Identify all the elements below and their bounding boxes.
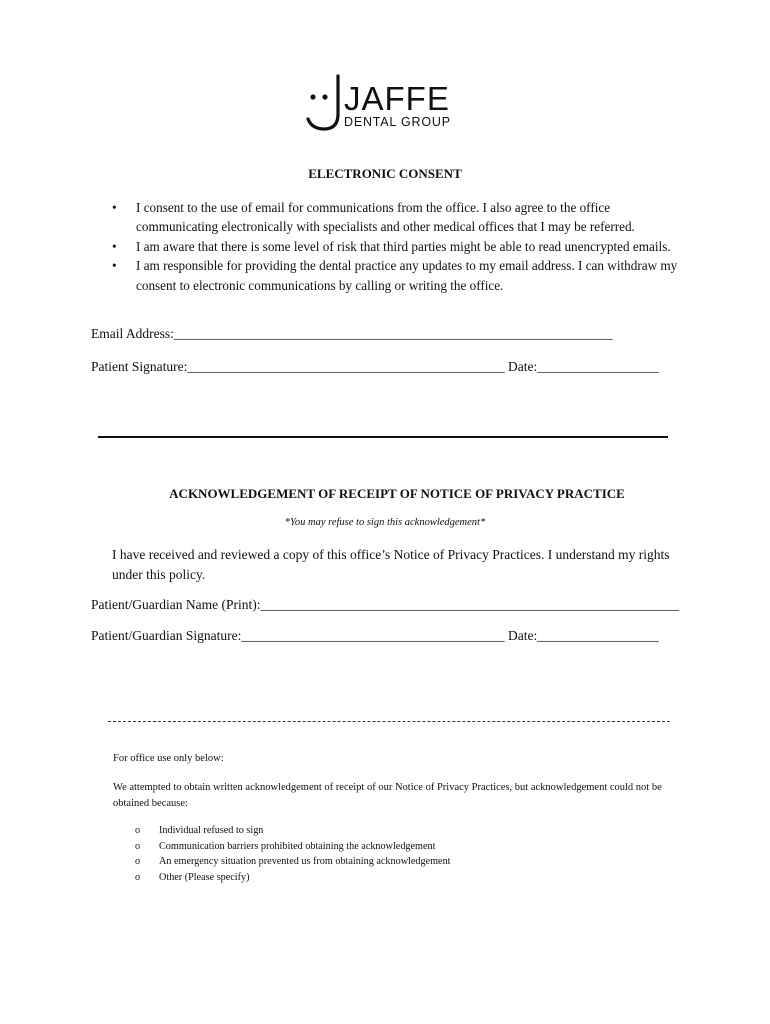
office-option-label: Communication barriers prohibited obtaining the acknowledgement bbox=[159, 840, 436, 852]
office-use-divider bbox=[108, 721, 670, 722]
checkbox-circle-icon: o bbox=[135, 871, 141, 883]
consent-bullet-text: I consent to the use of email for communications from the office. I also agree to the office communicating electronically with specialists and other medical offices that I may be referred. bbox=[136, 200, 635, 235]
office-use-options bbox=[135, 823, 451, 885]
acknowledgement-note: *You may refuse to sign this acknowledgement* bbox=[284, 517, 486, 528]
logo-subtitle-text: DENTAL GROUP bbox=[344, 115, 451, 129]
office-use-statement: We attempted to obtain written acknowledgement of receipt of our Notice of Privacy Practices, but acknowledgement could not be obtained because: bbox=[113, 782, 662, 809]
acknowledgement-statement: I have received and reviewed a copy of this office’s Notice of Privacy Practices. I understand my rights under this policy. bbox=[112, 547, 670, 582]
consent-bullet-item bbox=[112, 198, 682, 237]
jaffe-dental-logo bbox=[300, 72, 475, 134]
consent-bullet-text: I am responsible for providing the dental practice any updates to my email address. I can withdraw my consent to electronic communications by calling or writing the office. bbox=[136, 258, 678, 293]
checkbox-circle-icon: o bbox=[135, 856, 141, 867]
patient-signature-field[interactable]: Patient Signature:_______________________________________________ Date:__________________ bbox=[91, 359, 659, 374]
checkbox-circle-icon: o bbox=[135, 825, 141, 836]
guardian-signature-field[interactable]: Patient/Guardian Signature:_______________________________________ Date:__________________ bbox=[91, 628, 659, 643]
office-option-emergency[interactable] bbox=[135, 854, 451, 870]
acknowledgement-title: ACKNOWLEDGEMENT OF RECEIPT OF NOTICE OF PRIVACY PRACTICE bbox=[169, 486, 625, 501]
office-option-label: Individual refused to sign bbox=[159, 825, 264, 836]
checkbox-circle-icon: o bbox=[135, 840, 141, 852]
office-use-heading: For office use only below: bbox=[113, 753, 224, 764]
consent-bullet-item bbox=[112, 237, 682, 256]
bullet-icon: • bbox=[112, 200, 117, 215]
guardian-name-field[interactable]: Patient/Guardian Name (Print):______________________________________________________________ bbox=[91, 597, 679, 612]
office-option-label: Other (Please specify) bbox=[159, 871, 250, 883]
consent-bullet-text: I am aware that there is some level of risk that third parties might be able to read unencrypted emails. bbox=[136, 238, 671, 254]
logo-brand-text: JAFFE bbox=[344, 80, 450, 117]
office-option-communication-barriers[interactable] bbox=[135, 839, 451, 855]
section-divider bbox=[98, 436, 668, 438]
office-option-label: An emergency situation prevented us from obtaining acknowledgement bbox=[159, 856, 451, 867]
bullet-icon: • bbox=[112, 238, 117, 254]
office-option-other[interactable] bbox=[135, 870, 451, 886]
consent-bullet-list bbox=[112, 198, 682, 295]
office-option-refused[interactable] bbox=[135, 823, 451, 839]
bullet-icon: • bbox=[112, 258, 117, 274]
email-address-field[interactable]: Email Address:_________________________________________________________________ bbox=[91, 326, 613, 341]
consent-bullet-item bbox=[112, 256, 682, 295]
electronic-consent-title: ELECTRONIC CONSENT bbox=[308, 166, 462, 181]
